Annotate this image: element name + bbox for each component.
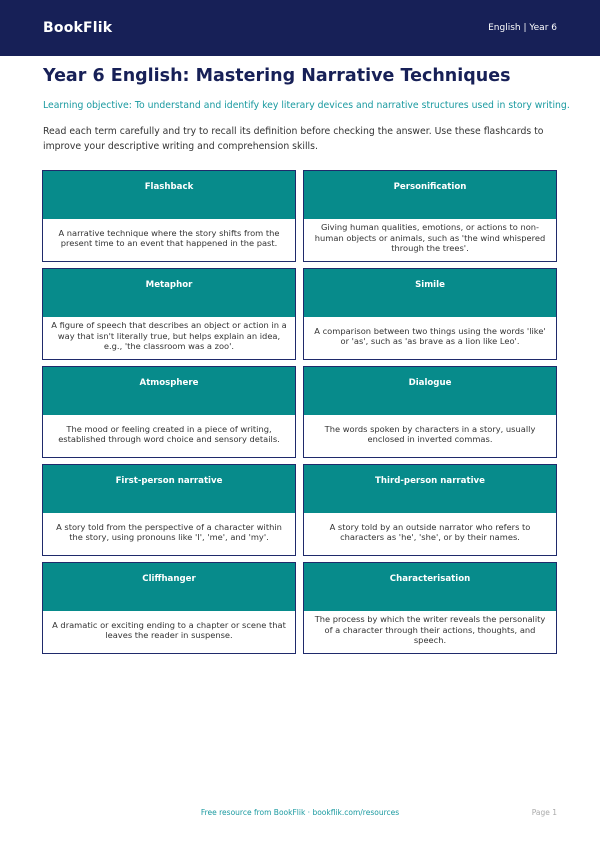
flashcard-definition-panel (304, 219, 556, 261)
page-title: Year 6 English: Mastering Narrative Techniques (43, 66, 511, 86)
flashcard-definition-panel (304, 513, 556, 555)
flashcard-definition-panel (43, 317, 295, 359)
intro-text: Read each term carefully and try to recall its definition before checking the answer. Use these flashcards to improve your descriptive writing and comprehension skills. (43, 126, 544, 152)
flashcard-term-panel (304, 563, 556, 611)
flashcard-term-panel (43, 171, 295, 219)
flashcard[interactable] (303, 464, 557, 556)
flashcard-term: Personification (393, 182, 467, 192)
flashcard-definition-panel (304, 611, 556, 653)
flashcard[interactable] (303, 562, 557, 654)
flashcard-definition: A comparison between two things using the words 'like' or 'as', such as 'as brave as a lion like Leo'. (314, 325, 546, 346)
flashcard-definition-panel (43, 219, 295, 261)
brand-logo[interactable]: BookFlik (43, 20, 113, 36)
flashcard[interactable] (303, 268, 557, 360)
flashcard-definition: A story told from the perspective of a character within the story, using pronouns like 'I', 'me', and 'my'. (56, 521, 282, 542)
footer-resource-link[interactable]: Free resource from BookFlik · bookflik.com/resources (200, 808, 400, 817)
flashcard-term-panel (304, 367, 556, 415)
learning-objective: Learning objective: To understand and identify key literary devices and narrative structures used in story writing. (43, 100, 570, 111)
flashcard-term-panel (43, 465, 295, 513)
flashcard-term-panel (304, 171, 556, 219)
flashcard[interactable] (42, 366, 296, 458)
flashcard[interactable] (303, 366, 557, 458)
flashcard-term-panel (43, 367, 295, 415)
flashcard-definition: A narrative technique where the story shifts from the present time to an event that happened in the past. (58, 227, 280, 248)
flashcard[interactable] (42, 562, 296, 654)
flashcard-definition: The words spoken by characters in a story, usually enclosed in inverted commas. (324, 423, 536, 444)
flashcard-term: First-person narrative (115, 476, 223, 486)
flashcard-term: Flashback (144, 182, 194, 192)
flashcard-term: Third-person narrative (375, 476, 485, 486)
flashcard-definition: A story told by an outside narrator who refers to characters as 'he', 'she', or by their names. (329, 521, 531, 542)
flashcard-term-panel (43, 269, 295, 317)
flashcard-term: Metaphor (145, 280, 193, 290)
flashcard-term: Dialogue (408, 378, 452, 388)
page-number: Page 1 (531, 808, 557, 817)
flashcard-term: Atmosphere (139, 378, 199, 388)
flashcard-definition-panel (304, 317, 556, 359)
flashcard-definition: A figure of speech that describes an object or action in a way that isn't literally true, but helps explain an idea, e.g., 'the classroom was a zoo'. (51, 320, 287, 352)
flashcard-definition-panel (43, 513, 295, 555)
flashcard-term: Simile (415, 280, 445, 290)
flashcard-definition: Giving human qualities, emotions, or actions to non-human objects or animals, such as 'the wind whispered through the trees'. (314, 222, 546, 254)
flashcard-term: Characterisation (389, 574, 471, 584)
flashcard-grid (42, 170, 557, 654)
subject-year-label: English | Year 6 (488, 23, 557, 33)
header-bar (0, 0, 600, 56)
flashcard-definition: A dramatic or exciting ending to a chapter or scene that leaves the reader in suspense. (52, 619, 286, 640)
flashcard-definition: The mood or feeling created in a piece of writing, established through word choice and sensory details. (58, 423, 280, 444)
flashcard-term: Cliffhanger (142, 574, 196, 584)
flashcard[interactable] (42, 464, 296, 556)
flashcard-term-panel (43, 563, 295, 611)
flashcard-definition-panel (43, 611, 295, 653)
flashcard[interactable] (42, 268, 296, 360)
flashcard-term-panel (304, 269, 556, 317)
flashcard[interactable] (303, 170, 557, 262)
flashcard-definition: The process by which the writer reveals the personality of a character through their actions, thoughts, and speech. (314, 614, 546, 646)
flashcard-term-panel (304, 465, 556, 513)
flashcard-definition-panel (304, 415, 556, 457)
flashcard-definition-panel (43, 415, 295, 457)
flashcard[interactable] (42, 170, 296, 262)
